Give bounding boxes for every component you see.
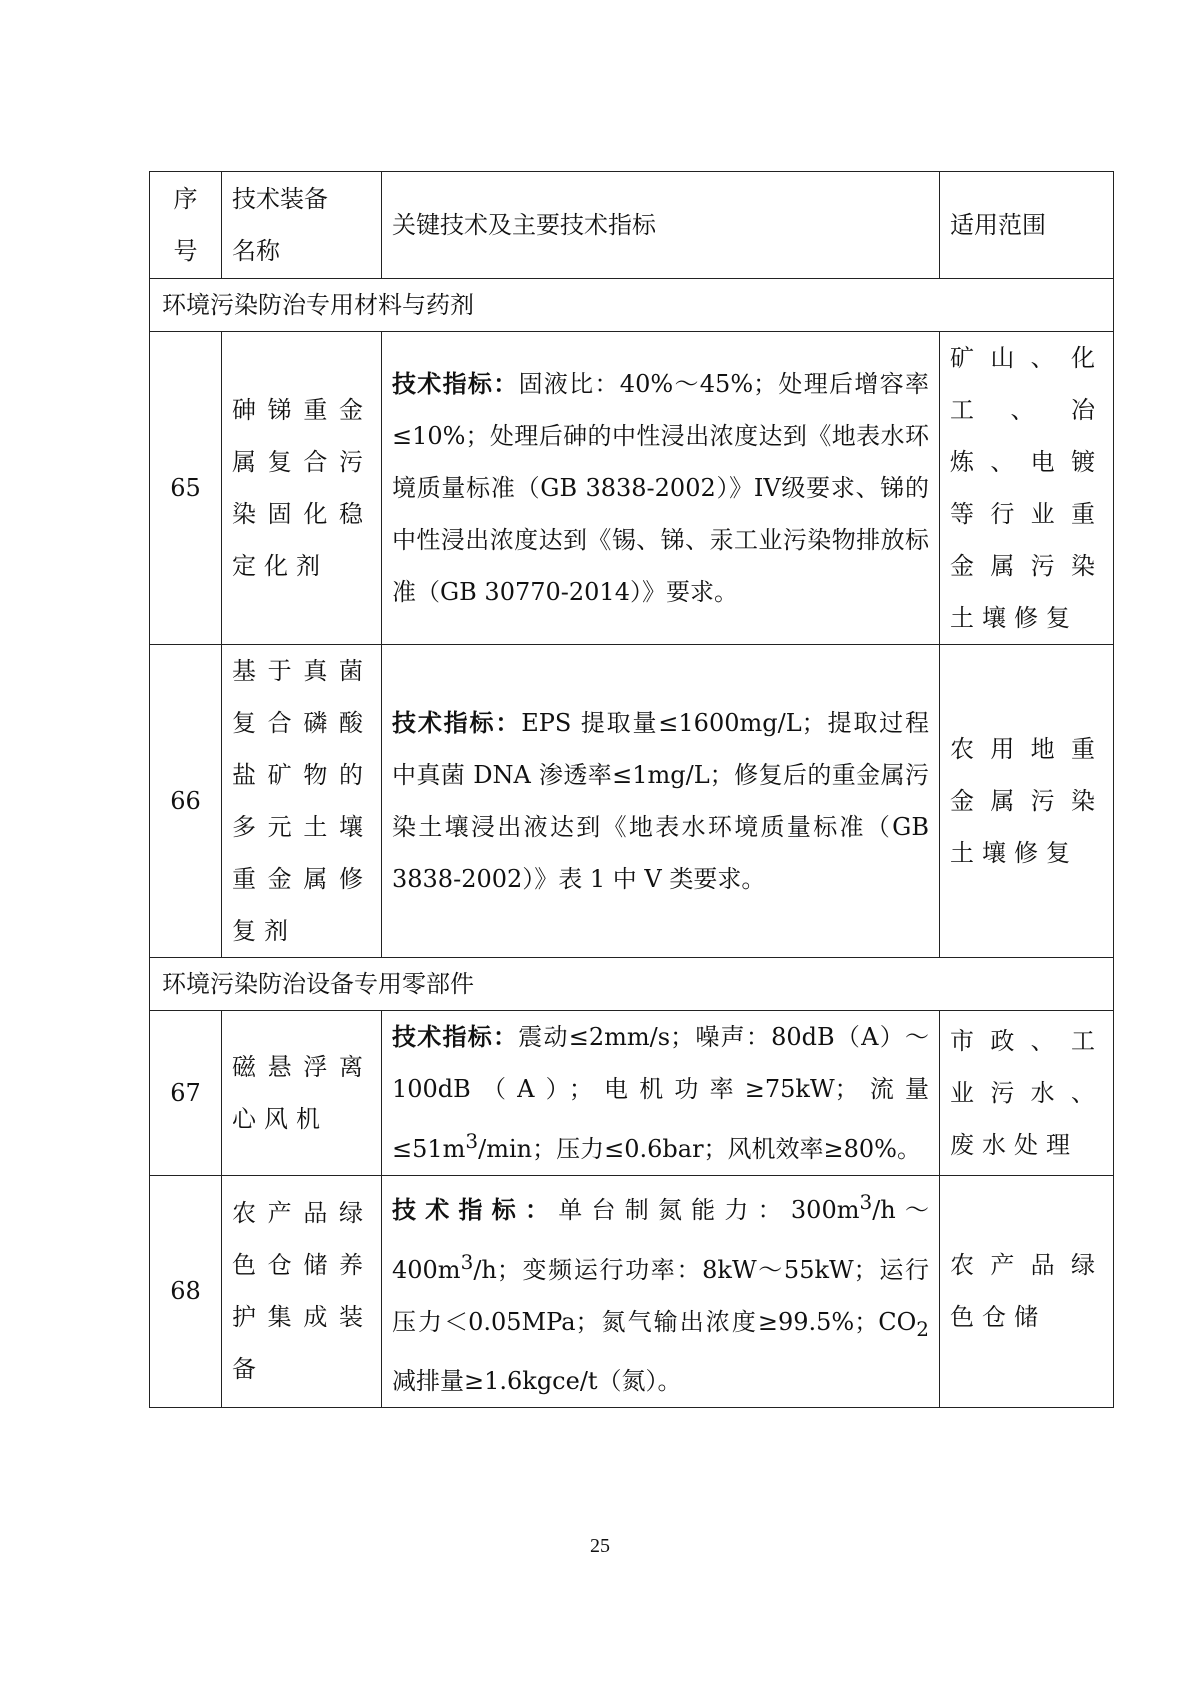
- row-no: 66: [150, 645, 222, 958]
- equipment-table: [149, 171, 1114, 1408]
- page-number: 25: [590, 1535, 610, 1557]
- tech-text: EPS 提取量≤1600mg/L；提取过程中真菌 DNA 渗透率≤1mg/L；修复后的重金属污染土壤浸出液达到《地表水环境质量标准（GB 3838-2002）》表 1 中 V 类要求。: [392, 709, 929, 893]
- row-tech: [382, 645, 940, 958]
- row-no: 65: [150, 332, 222, 645]
- tech-text: /min；压力≤0.6bar；风机效率≥80%。: [478, 1135, 921, 1163]
- tech-label: 技术指标：: [392, 708, 522, 737]
- header-name: 技术装备 名称: [222, 172, 382, 279]
- row-tech: [382, 332, 940, 645]
- row-name: 砷锑重金属复合污染固化稳定化剂: [222, 332, 382, 645]
- row-scope: 农产品绿色仓储: [940, 1176, 1114, 1408]
- tech-text: 单台制氮能力：300m: [558, 1196, 860, 1224]
- row-no: 68: [150, 1176, 222, 1408]
- section-row: [150, 279, 1114, 332]
- tech-text: /h～400m: [392, 1196, 930, 1284]
- tech-text: /h；变频运行功率：8kW～55kW；运行压力＜0.05MPa；氮气输出浓度≥99.5%；CO: [392, 1256, 929, 1336]
- row-name: 农产品绿色仓储养护集成装备: [222, 1176, 382, 1408]
- section-row: [150, 958, 1114, 1011]
- section-title: 环境污染防治专用材料与药剂: [150, 279, 1114, 332]
- table-header-row: [150, 172, 1114, 279]
- table-row: [150, 1176, 1114, 1408]
- row-scope: 矿山、化工、冶炼、电镀等行业重金属污染土壤修复: [940, 332, 1114, 645]
- row-name: 基于真菌复合磷酸盐矿物的多元土壤重金属修复剂: [222, 645, 382, 958]
- row-scope: 农用地重金属污染土壤修复: [940, 645, 1114, 958]
- tech-superscript: 3: [859, 1190, 873, 1214]
- row-scope: 市政、工业污水、废水处理: [940, 1011, 1114, 1176]
- tech-superscript: 3: [465, 1129, 479, 1153]
- row-tech: [382, 1176, 940, 1408]
- table-row: [150, 645, 1114, 958]
- table-row: [150, 332, 1114, 645]
- header-no: 序 号: [150, 172, 222, 279]
- table-row: [150, 1011, 1114, 1176]
- tech-text: 固液比：40%～45%；处理后增容率≤10%；处理后砷的中性浸出浓度达到《地表水环境质量标准（GB 3838-2002）》IV级要求、锑的中性浸出浓度达到《锡、锑、汞工业污染物排放标准（GB 30770-2014）》要求。: [392, 370, 929, 606]
- header-tech: 关键技术及主要技术指标: [382, 172, 940, 279]
- tech-text: 震动≤2mm/s；噪声：80dB（A）～100dB（A）；电机功率≥75kW；流量≤51m: [392, 1023, 930, 1163]
- tech-label: 技术指标：: [392, 1022, 519, 1051]
- row-name: 磁悬浮离心风机: [222, 1011, 382, 1176]
- tech-label: 技术指标：: [392, 1195, 559, 1224]
- row-no: 67: [150, 1011, 222, 1176]
- tech-label: 技术指标：: [392, 369, 519, 398]
- tech-subscript: 2: [916, 1316, 929, 1341]
- tech-text: 减排量≥1.6kgce/t（氮）。: [392, 1366, 682, 1395]
- header-scope: 适用范围: [940, 172, 1114, 279]
- tech-superscript: 3: [460, 1250, 474, 1274]
- section-title: 环境污染防治设备专用零部件: [150, 958, 1114, 1011]
- row-tech: [382, 1011, 940, 1176]
